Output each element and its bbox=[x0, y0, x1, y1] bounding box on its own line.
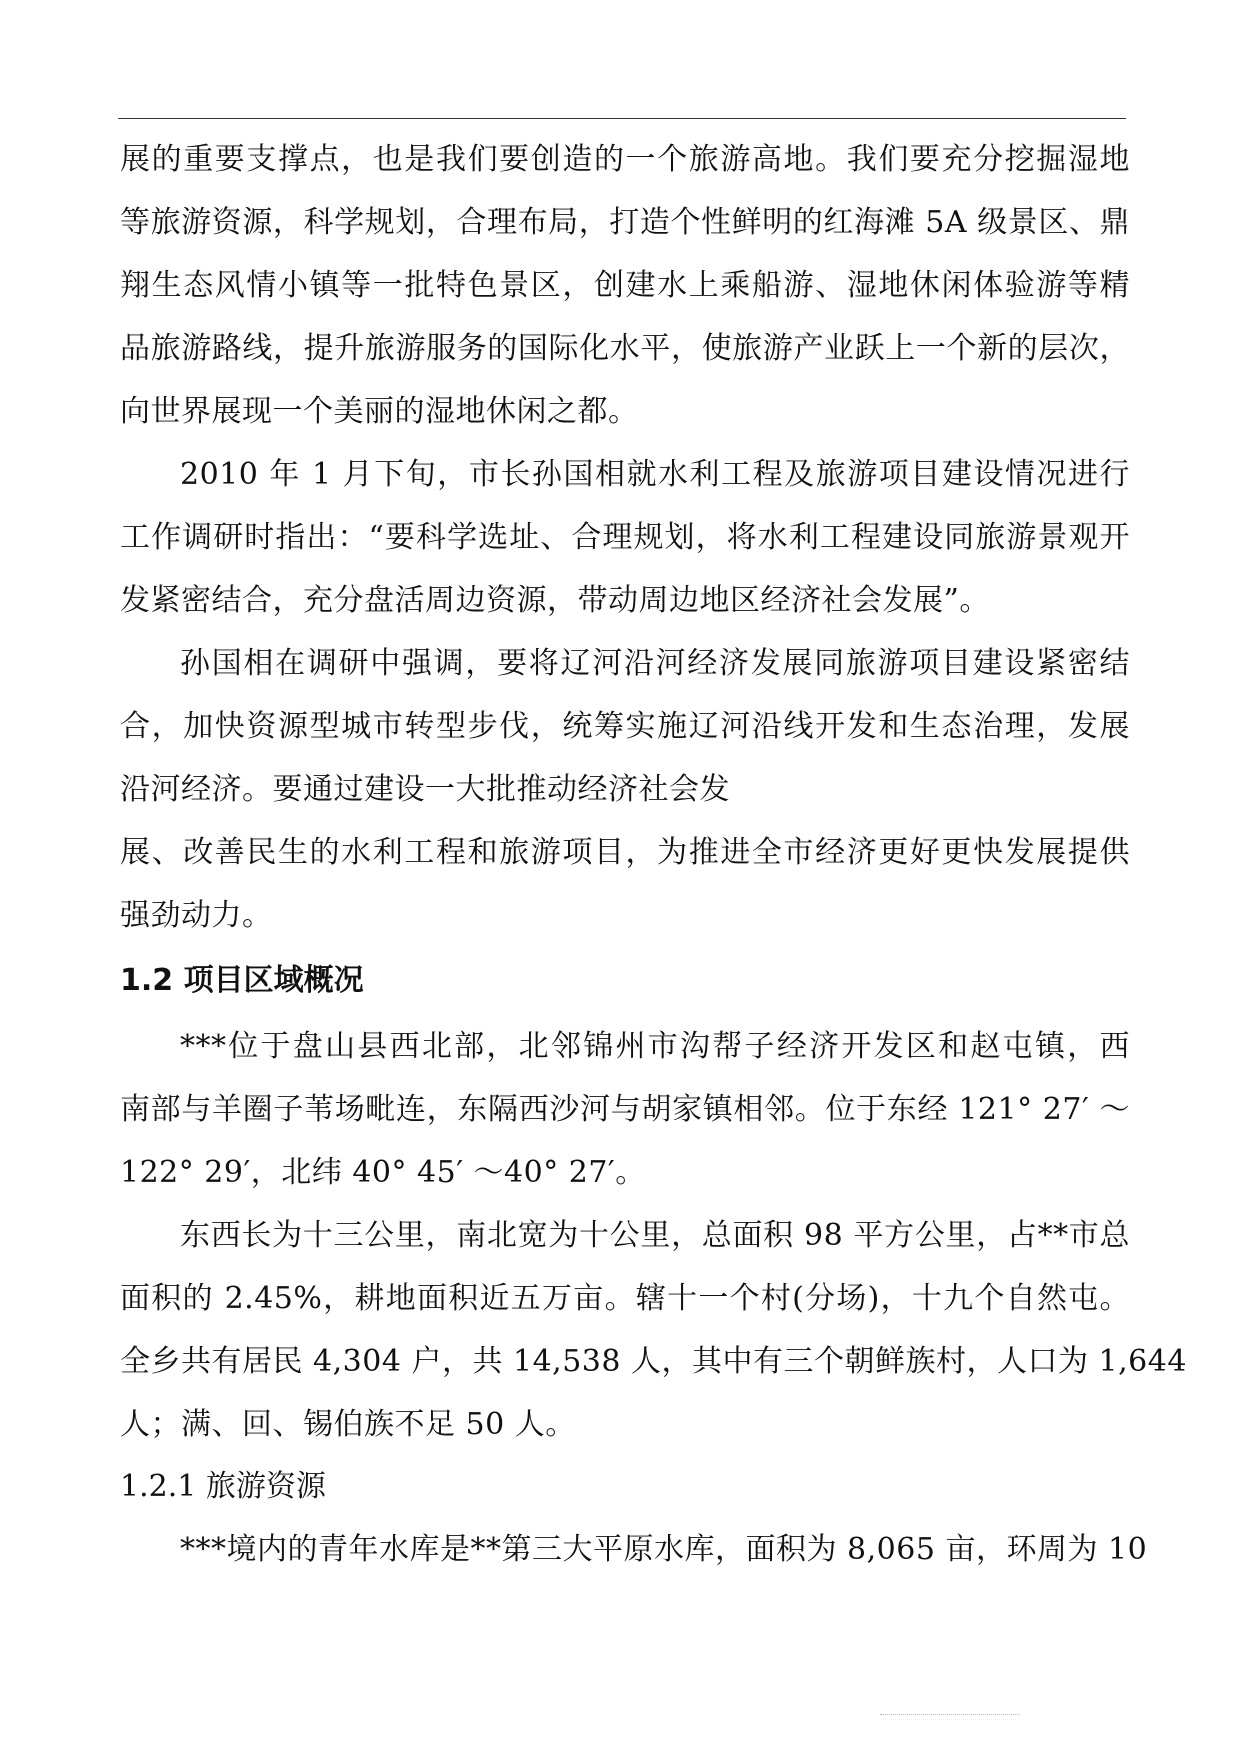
text-line: 等旅游资源，科学规划，合理布局，打造个性鲜明的红海滩 5A 级景区、鼎 bbox=[120, 205, 1130, 240]
text-line: 面积的 2.45%，耕地面积近五万亩。辖十一个村(分场)，十九个自然屯。 bbox=[120, 1281, 1130, 1316]
text-line: 人；满、回、锡伯族不足 50 人。 bbox=[120, 1407, 576, 1442]
footer-divider bbox=[880, 1714, 1020, 1715]
text-line: 展、改善民生的水利工程和旅游项目，为推进全市经济更好更快发展提供 bbox=[120, 835, 1130, 870]
paragraph-emphasis bbox=[120, 632, 1130, 947]
text-line: ***位于盘山县西北部，北邻锦州市沟帮子经济开发区和赵屯镇，西 bbox=[180, 1029, 1130, 1064]
document-body bbox=[120, 128, 1187, 1581]
text-line: 品旅游路线，提升旅游服务的国际化水平，使旅游产业跃上一个新的层次， bbox=[120, 331, 1130, 366]
text-line: 发紧密结合，充分盘活周边资源，带动周边地区经济社会发展”。 bbox=[120, 583, 990, 618]
paragraph-area-population bbox=[120, 1204, 1187, 1456]
text-line: 122° 29′，北纬 40° 45′ ～40° 27′。 bbox=[120, 1155, 646, 1190]
text-line: 翔生态风情小镇等一批特色景区，创建水上乘船游、湿地休闲体验游等精 bbox=[120, 268, 1130, 303]
text-line: 强劲动力。 bbox=[120, 898, 273, 933]
paragraph-tourism-highland bbox=[120, 128, 1130, 443]
section-heading-1-2-1: 1.2.1 旅游资源 bbox=[120, 1469, 326, 1504]
text-line: 孙国相在调研中强调，要将辽河沿河经济发展同旅游项目建设紧密结 bbox=[180, 646, 1130, 681]
section-heading-1-2: 1.2 项目区域概况 bbox=[120, 963, 364, 998]
header-rule bbox=[118, 118, 1126, 119]
text-line: 工作调研时指出：“要科学选址、合理规划，将水利工程建设同旅游景观开 bbox=[120, 520, 1130, 555]
text-line: 东西长为十三公里，南北宽为十公里，总面积 98 平方公里，占**市总 bbox=[180, 1218, 1130, 1253]
text-line: 南部与羊圈子苇场毗连，东隔西沙河与胡家镇相邻。位于东经 121° 27′ ～ bbox=[120, 1092, 1130, 1127]
text-line: 2010 年 1 月下旬，市长孙国相就水利工程及旅游项目建设情况进行 bbox=[180, 457, 1130, 492]
text-line: 全乡共有居民 4,304 户，共 14,538 人，其中有三个朝鲜族村，人口为 1,644 bbox=[120, 1344, 1187, 1379]
paragraph-mayor-research bbox=[120, 443, 1130, 632]
text-line: 合，加快资源型城市转型步伐，统筹实施辽河沿线开发和生态治理，发展 bbox=[120, 709, 1130, 744]
text-line: 展的重要支撑点，也是我们要创造的一个旅游高地。我们要充分挖掘湿地 bbox=[120, 142, 1130, 177]
paragraph-reservoir bbox=[120, 1518, 1148, 1581]
paragraph-location bbox=[120, 1015, 1130, 1204]
text-line: 向世界展现一个美丽的湿地休闲之都。 bbox=[120, 394, 639, 429]
text-line: ***境内的青年水库是**第三大平原水库，面积为 8,065 亩，环周为 10 bbox=[180, 1532, 1148, 1567]
text-line: 沿河经济。要通过建设一大批推动经济社会发 bbox=[120, 772, 730, 807]
